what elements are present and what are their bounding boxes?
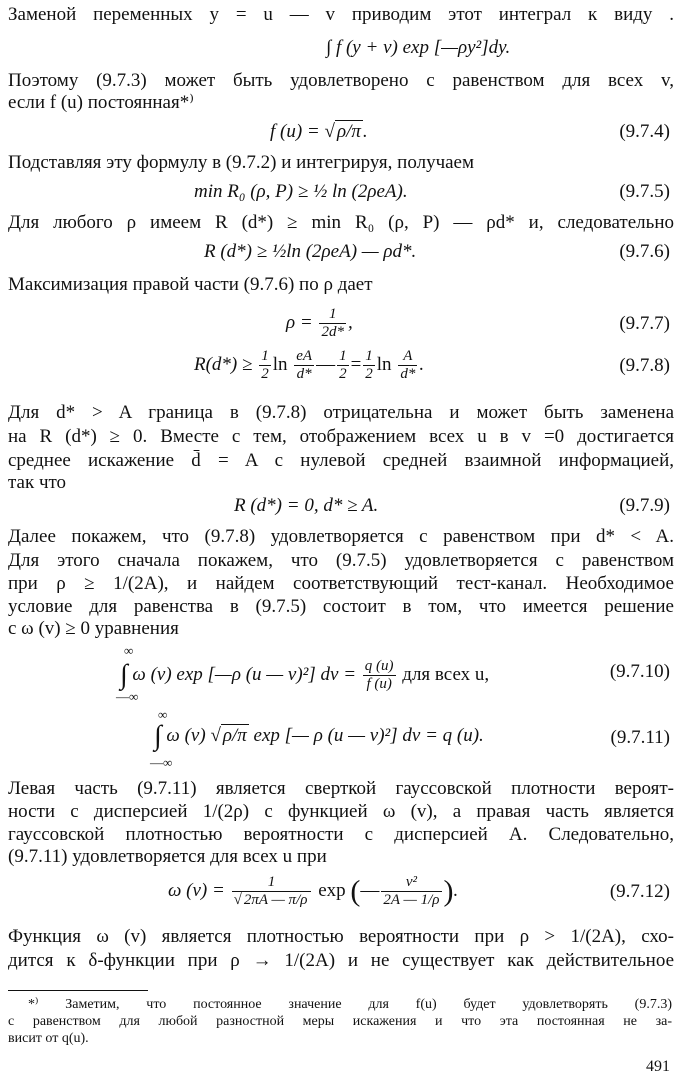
fraction xyxy=(363,658,396,693)
eq-radicand: ρ/π xyxy=(222,725,247,746)
eq-tail: . xyxy=(419,353,425,375)
equals-sign: = xyxy=(350,353,362,375)
equation-text: R (d*) = 0, d* ≥ A. xyxy=(234,495,379,516)
numerator: 1 xyxy=(339,348,347,364)
equation-body: f (u) = √ ρ/π . xyxy=(270,121,368,142)
equation-body: ∫ ω (v) √ ρ/π exp [— ρ (u — v)²] dv = q (u). xyxy=(154,720,484,752)
denominator: 2 xyxy=(365,366,373,382)
eq-lhs: ρ = xyxy=(286,311,313,333)
ln-operator: ln xyxy=(376,353,392,375)
equation-9-7-10 xyxy=(8,644,674,704)
equation-integral xyxy=(8,36,674,64)
equation-9-7-8 xyxy=(8,344,674,384)
equation-9-7-4 xyxy=(8,120,674,148)
numerator: 1 xyxy=(261,348,269,364)
upper-limit: ∞ xyxy=(124,643,134,658)
page-number: 491 xyxy=(646,1058,670,1075)
text-line: с ω (v) ≥ 0 уравнения xyxy=(8,618,179,639)
numerator: 1 xyxy=(267,874,276,890)
text-line: дится к δ-функции при ρ → 1/(2A) и не существует как действительное xyxy=(8,950,674,971)
text-line: на R (d*) ≥ 0. Вместе с тем, отображением всех u в v =0 достигается xyxy=(8,426,674,447)
equation-9-7-5 xyxy=(8,180,674,208)
equation-body: ω (v) = $\frac{1}{√ 2\pi A — \pi/\rho}$ exp (— $\frac{\text{v²}}{2A — 1/\rho}$ ). xyxy=(168,874,459,908)
footnote-line: с равенством для любой разностной меры искажения и что эта постоянная не за- xyxy=(8,1014,672,1029)
text-line: условие для равенства в (9.7.5) состоит в том, что имеется решение xyxy=(8,596,674,617)
denominator: f (u) xyxy=(363,675,396,693)
equation-9-7-7 xyxy=(8,302,674,340)
integral-sign-icon: ∫ xyxy=(154,720,162,752)
text-line: так что xyxy=(8,472,67,493)
equation-number: (9.7.10) xyxy=(609,661,670,682)
equation-number: (9.7.12) xyxy=(609,881,670,902)
lower-limit: —∞ xyxy=(150,755,173,770)
equation-number: (9.7.5) xyxy=(619,181,670,202)
text-line: среднее искажение d̄ = A с нулевой средней взаимной информацией, xyxy=(8,450,674,471)
numerator: 1 xyxy=(365,348,373,364)
left-paren-icon: ( xyxy=(350,874,361,908)
equation-number: (9.7.11) xyxy=(610,727,670,748)
fraction xyxy=(232,874,312,909)
right-paren-icon: ) xyxy=(443,874,454,908)
text-line: Функция ω (v) является плотностью вероятности при ρ > 1/(2A), схо- xyxy=(8,926,674,947)
condition: для всех u, xyxy=(402,663,490,685)
text-line: Для d* > A граница в (9.7.8) отрицательна и может быть заменена xyxy=(8,402,674,423)
denominator: 2A — 1/ρ xyxy=(383,892,440,908)
eq-radicand: ρ/π xyxy=(336,121,361,142)
equation-number: (9.7.8) xyxy=(619,355,670,376)
fraction xyxy=(259,348,271,383)
lower-limit: —∞ xyxy=(116,689,139,704)
text-line: Для любого ρ имеем R (d*) ≥ min R₀ (ρ, P) — ρd* и, следовательно xyxy=(8,212,674,233)
equation-text: R (d*) ≥ ½ln (2ρeA) — ρd*. xyxy=(204,241,417,262)
equation-body xyxy=(286,306,353,341)
exp-operator: exp xyxy=(318,879,346,901)
numerator: eA xyxy=(296,348,313,364)
footnote-line: висит от q(u). xyxy=(8,1031,89,1046)
text-line: Левая часть (9.7.11) является сверткой гауссовской плотности вероят- xyxy=(8,778,674,799)
equation-number: (9.7.9) xyxy=(619,495,670,516)
integrand-weight: ω (v) xyxy=(166,725,206,746)
minus-sign: — xyxy=(316,353,336,375)
equation-body xyxy=(120,658,489,693)
text-line: при ρ ≥ 1/(2A), и найдем соответствующий тест-канал. Необходимое xyxy=(8,573,674,594)
text-line: (9.7.11) удовлетворяется для всех u при xyxy=(8,846,327,867)
numerator: q (u) xyxy=(364,658,394,674)
eq-lhs: ω (v) = xyxy=(168,879,225,901)
eq-tail: . xyxy=(453,879,459,901)
eq-tail: . xyxy=(362,121,368,142)
numerator: v² xyxy=(405,874,418,890)
denominator: 2 xyxy=(339,366,347,382)
fraction xyxy=(294,348,314,383)
fraction xyxy=(337,348,349,383)
eq-tail: , xyxy=(347,311,353,333)
ln-operator: ln xyxy=(272,353,288,375)
fraction xyxy=(319,306,346,341)
equation-number: (9.7.6) xyxy=(619,241,670,262)
equation-9-7-9 xyxy=(8,494,674,522)
denominator: d* xyxy=(400,366,416,382)
fraction xyxy=(363,348,375,383)
equation-9-7-12 xyxy=(8,868,674,916)
upper-limit: ∞ xyxy=(158,707,168,722)
integrand: exp [— ρ (u — v)²] dv = q (u). xyxy=(253,725,484,746)
eq-lhs: R(d*) ≥ xyxy=(194,353,253,375)
text-line: Максимизация правой части (9.7.6) по ρ дает xyxy=(8,274,373,295)
text-line: Подставляя эту формулу в (9.7.2) и интегрируя, получаем xyxy=(8,152,475,173)
equation-text: ∫ f (y + v) exp [—ρy²]dy. xyxy=(326,37,511,58)
denominator: √ 2πA — π/ρ xyxy=(232,891,312,909)
text-line: Поэтому (9.7.3) может быть удовлетворено с равенством для всех v, xyxy=(8,70,674,91)
fraction xyxy=(381,874,441,909)
integral-sign-icon: ∫ xyxy=(120,659,128,691)
denominator: 2 xyxy=(261,366,269,382)
equation-number: (9.7.4) xyxy=(619,121,670,142)
integrand: ω (v) exp [—ρ (u — v)²] dv = xyxy=(132,663,357,685)
equation-text: min R₀ (ρ, P) ≥ ½ ln (2ρeA). xyxy=(194,181,408,202)
text-line: если f (u) постоянная*⁾ xyxy=(8,92,194,113)
text-line: Заменой переменных y = u — v приводим этот интеграл к виду . xyxy=(8,4,674,25)
footnote-line: *⁾ Заметим, что постоянное значение для f(u) будет удовлетворять (9.7.3) xyxy=(28,997,672,1012)
denominator: d* xyxy=(294,365,314,383)
text-line: ности с дисперсией 1/(2ρ) с функцией ω (v), а правая часть является xyxy=(8,801,674,822)
numerator: A xyxy=(403,348,413,364)
equation-9-7-6 xyxy=(8,240,674,268)
equation-number: (9.7.7) xyxy=(619,313,670,334)
text-line: Далее покажем, что (9.7.8) удовлетворяется с равенством при d* < A. xyxy=(8,526,674,547)
eq-lhs: f (u) = xyxy=(270,121,320,142)
footnote-rule xyxy=(8,990,148,991)
numerator: 1 xyxy=(328,306,337,322)
text-line: гауссовской плотностью вероятности с дисперсией A. Следовательно, xyxy=(8,824,674,845)
fraction xyxy=(398,348,417,383)
denominator: 2d* xyxy=(321,324,344,340)
equation-body xyxy=(194,348,424,383)
equation-9-7-11 xyxy=(8,708,674,768)
eq-radicand: 2πA — π/ρ xyxy=(243,892,308,908)
text-line: Для этого сначала покажем, что (9.7.5) удовлетворяется с равенством xyxy=(8,550,674,571)
